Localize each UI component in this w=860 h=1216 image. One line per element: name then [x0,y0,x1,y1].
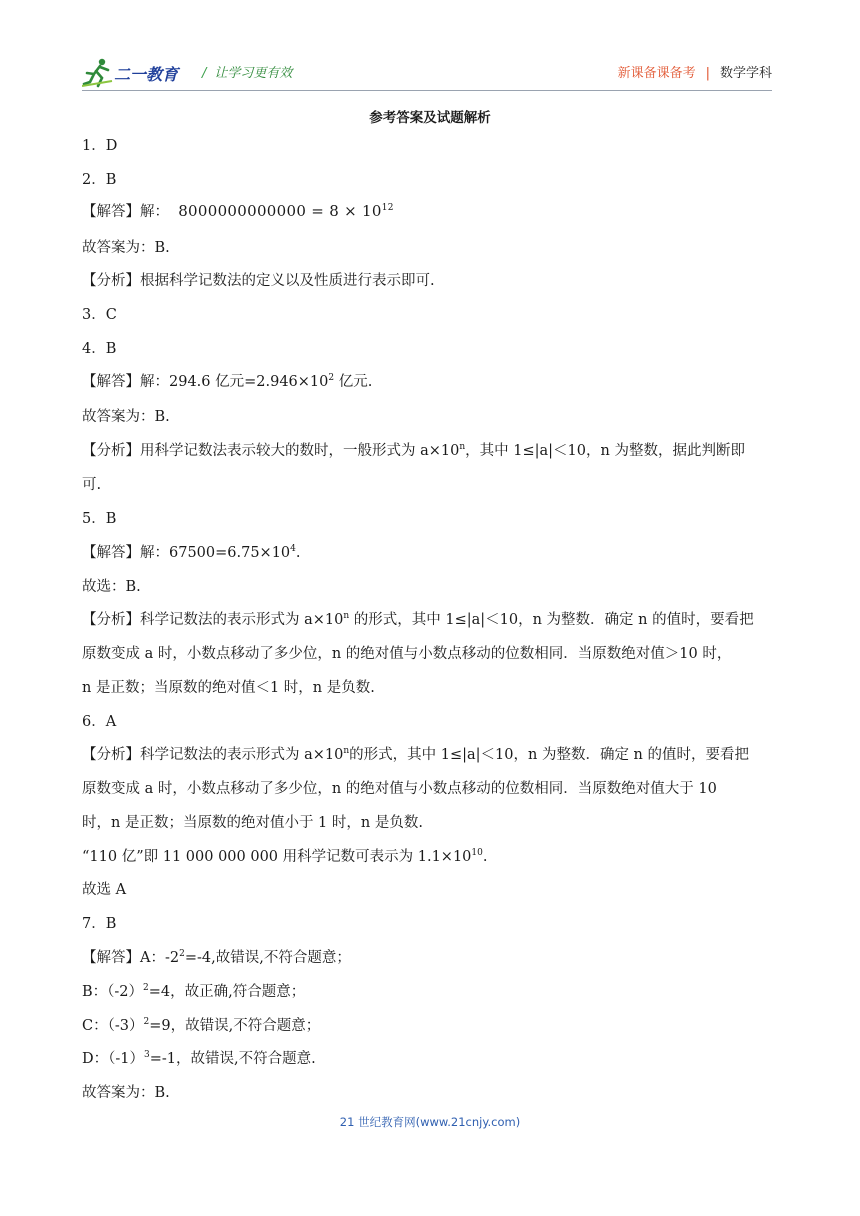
q5-solution-end: . [295,545,301,561]
q6-analysis-cont-2: 时，n 是正数；当原数的绝对值小于 1 时，n 是负数. [82,815,423,831]
q6-note-end: . [482,849,488,865]
header-course-label: 新课备课备考 [617,66,696,81]
header-subject [618,62,772,81]
q2-solution [82,200,782,221]
page-title: 参考答案及试题解析 [369,110,491,126]
logo [82,56,192,88]
answer-6: 6．A [82,714,117,730]
q4-analysis-cont: 可. [82,477,102,493]
answer-5: 5．B [82,511,117,527]
answer-2: 2．B [82,172,117,188]
q4-analysis [82,439,782,460]
q7-answer: 故答案为：B. [82,1085,170,1101]
q4-solution-text: 【解答】解：294.6 亿元=2.946×10 [82,374,329,390]
q6-analysis [82,743,782,764]
q5-solution-exponent: 4 [290,544,296,554]
q4-analysis-text-b: ，其中 1≤|a|＜10，n 为整数，据此判断即 [465,443,745,459]
header-divider: | [705,66,710,81]
q7-option-a-exponent: 2 [179,949,185,959]
q7-option-b-result: =4，故正确,符合题意； [148,984,306,1000]
q4-analysis-exponent: n [459,442,466,452]
q2-answer: 故答案为：B. [82,240,170,256]
q5-analysis-text-b: 的形式，其中 1≤|a|＜10，n 为整数．确定 n 的值时，要看把 [349,612,754,628]
slogan-slash: / [202,66,207,81]
slogan-text: 让学习更有效 [214,66,293,81]
q5-analysis [82,608,782,629]
q6-analysis-exponent: n [343,746,350,756]
q4-analysis-text-a: 【分析】用科学记数法表示较大的数时，一般形式为 a×10 [82,443,460,459]
q6-note-text: “110 亿”即 11 000 000 000 用科学记数可表示为 1.1×10 [82,849,472,865]
q7-option-c-exponent: 2 [143,1017,150,1027]
header-rule [82,90,772,91]
q7-option-d-base: D：（-1） [82,1051,144,1067]
q7-option-c-result: =9，故错误,不符合题意； [149,1018,321,1034]
q5-analysis-text-a: 【分析】科学记数法的表示形式为 a×10 [82,612,344,628]
q6-analysis-text-a: 【分析】科学记数法的表示形式为 a×10 [82,747,344,763]
q7-option-d [82,1047,782,1068]
header-slogan [202,62,292,81]
q6-note [82,845,782,866]
q7-option-d-exponent: 3 [144,1050,150,1060]
q6-answer: 故选 A [82,882,127,898]
answer-7: 7．B [82,916,117,932]
q2-equation-base: 8000000000000 = 8 × 10 [178,202,382,220]
q2-solution-label: 【解答】解： [82,204,169,220]
running-man-logo-icon [82,56,116,88]
q5-analysis-exponent: n [343,611,350,621]
q6-analysis-text-b: 的形式，其中 1≤|a|＜10，n 为整数．确定 n 的值时，要看把 [349,747,750,763]
header-subject-label: 数学学科 [719,66,772,81]
q2-analysis: 【分析】根据科学记数法的定义以及性质进行表示即可. [82,273,435,289]
q5-solution-text: 【解答】解：67500=6.75×10 [82,545,291,561]
q6-analysis-cont-1: 原数变成 a 时，小数点移动了多少位，n 的绝对值与小数点移动的位数相同．当原数绝对值大于 10 [82,781,717,797]
q5-answer: 故选：B. [82,579,141,595]
q7-option-b-base: B：（-2） [82,984,144,1000]
q4-solution-exponent: 2 [328,373,335,383]
answer-3: 3．C [82,307,117,323]
q5-analysis-cont-2: n 是正数；当原数的绝对值＜1 时，n 是负数. [82,680,375,696]
q7-option-c-base: C：（-3） [82,1018,144,1034]
q7-option-b [82,980,782,1001]
q6-note-exponent: 10 [471,848,483,858]
q7-option-a [82,946,782,967]
page-footer: 21 世纪教育网(www.21cnjy.com) [339,1115,521,1129]
q5-solution [82,541,782,562]
q4-solution [82,370,782,391]
q5-analysis-cont-1: 原数变成 a 时，小数点移动了多少位，n 的绝对值与小数点移动的位数相同．当原数绝对值＞10 时， [82,646,732,662]
q4-solution-unit: 亿元. [334,374,373,390]
q2-equation-exponent: 12 [381,203,394,213]
answer-1: 1．D [82,138,118,154]
q7-option-b-exponent: 2 [143,983,149,993]
logo-text: 二一教育 [114,65,179,84]
answer-4: 4．B [82,341,117,357]
q7-option-a-base: 【解答】A：-2 [82,950,180,966]
q7-option-d-result: =-1，故错误,不符合题意. [149,1051,316,1067]
q7-option-c [82,1014,782,1035]
q2-equation [178,202,394,220]
page-header [82,56,772,90]
q4-answer: 故答案为：B. [82,409,170,425]
q7-option-a-result: =-4,故错误,不符合题意； [184,950,351,966]
